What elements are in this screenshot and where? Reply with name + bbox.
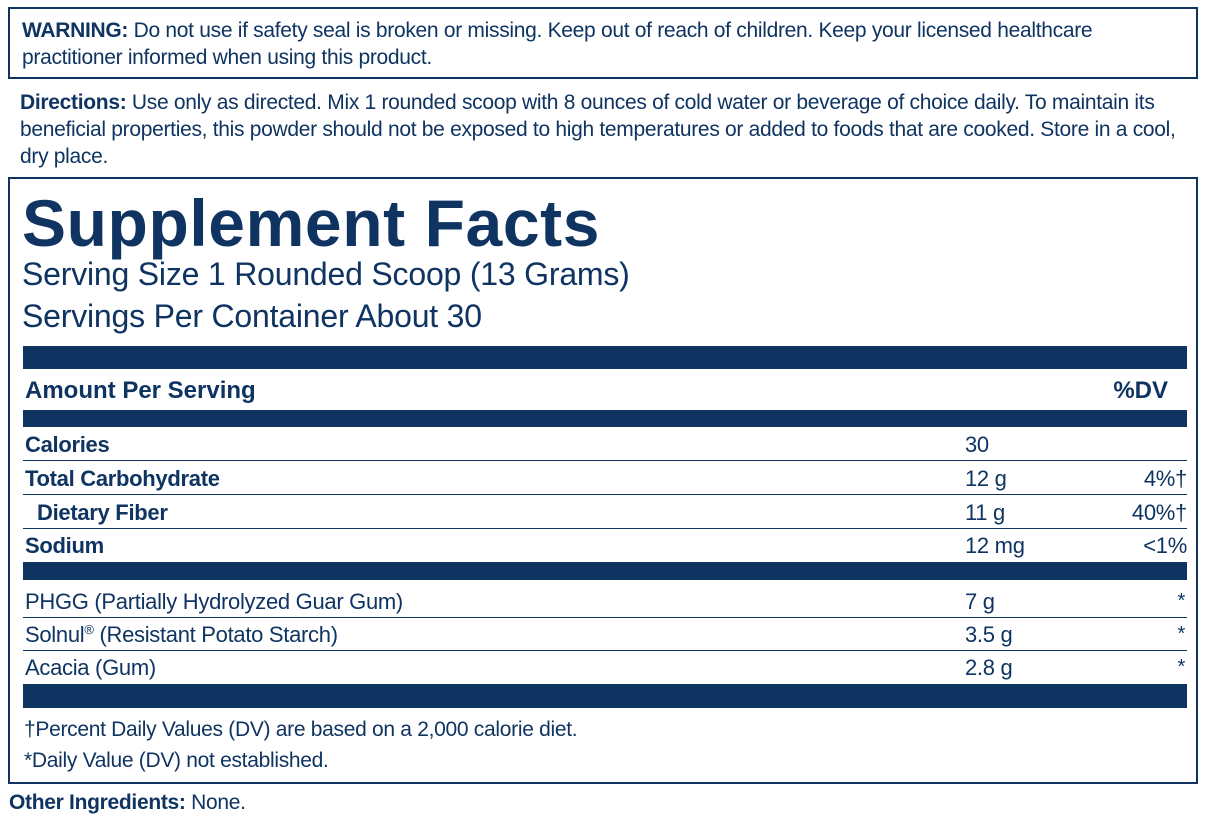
serving-size: Serving Size 1 Rounded Scoop (13 Grams) — [22, 256, 630, 292]
ingredient-name-suffix: (Resistant Potato Starch) — [93, 622, 338, 647]
divider-bar — [23, 346, 1187, 369]
ingredient-row-acacia — [23, 651, 1187, 684]
ingredient-name: Acacia (Gum) — [25, 655, 156, 680]
ingredient-name-group — [25, 618, 338, 651]
ingredient-name: Solnul — [25, 622, 85, 647]
nutrient-name: Calories — [25, 432, 110, 457]
amount-per-serving-header: Amount Per Serving — [25, 377, 256, 404]
directions-text-block — [20, 89, 1192, 170]
nutrient-row-calories — [23, 428, 1187, 461]
nutrient-amount: 12 g — [965, 466, 1007, 491]
other-ingredients — [9, 789, 246, 816]
dv-header: %DV — [1113, 377, 1168, 404]
warning-label: WARNING: — [22, 19, 129, 42]
ingredient-dv: * — [1177, 656, 1185, 678]
warning-text: Do not use if safety seal is broken or missing. Keep out of reach of children. Keep your licensed healthcare practitioner informed when using this product. — [22, 19, 1093, 69]
facts-title: Supplement Facts — [22, 186, 601, 260]
divider-bar — [23, 410, 1187, 427]
nutrient-name: Sodium — [25, 533, 104, 558]
registered-trademark: ® — [84, 622, 94, 637]
nutrient-row-sodium — [23, 529, 1187, 562]
nutrient-amount: 11 g — [965, 500, 1005, 525]
ingredient-amount: 2.8 g — [965, 655, 1013, 680]
nutrient-dv: 40%† — [1131, 500, 1187, 525]
servings-per-container: Servings Per Container About 30 — [22, 298, 482, 334]
supplement-facts-panel — [8, 177, 1198, 784]
ingredient-row-phgg — [23, 585, 1187, 618]
divider-bar — [23, 562, 1187, 580]
footnote-not-established: *Daily Value (DV) not established. — [24, 749, 329, 772]
ingredient-amount: 7 g — [965, 589, 995, 614]
nutrient-amount: 30 — [965, 432, 989, 457]
directions-label: Directions: — [20, 91, 127, 114]
nutrient-dv: 4%† — [1143, 466, 1187, 491]
ingredient-dv: * — [1177, 590, 1185, 612]
nutrient-dv: <1% — [1143, 533, 1187, 558]
ingredient-name: PHGG (Partially Hydrolyzed Guar Gum) — [25, 589, 403, 614]
footnote-daily-values: †Percent Daily Values (DV) are based on a 2,000 calorie diet. — [24, 718, 578, 741]
nutrient-name: Dietary Fiber — [37, 500, 168, 525]
nutrient-row-total-carbohydrate — [23, 462, 1187, 495]
nutrient-amount: 12 mg — [965, 533, 1025, 558]
warning-box — [8, 7, 1198, 79]
ingredient-dv: * — [1177, 623, 1185, 645]
other-ingredients-text: None. — [185, 791, 246, 814]
nutrient-row-dietary-fiber — [23, 496, 1187, 529]
other-ingredients-label: Other Ingredients: — [9, 791, 186, 814]
directions-text: Use only as directed. Mix 1 rounded scoop with 8 ounces of cold water or beverage of choice daily. To maintain its beneficial properties, this powder should not be exposed to high temperatures or added to foods that are cooked. Store in a cool, dry place. — [20, 91, 1176, 168]
nutrient-name: Total Carbohydrate — [25, 466, 220, 491]
divider-bar — [23, 684, 1187, 708]
ingredient-row-solnul — [23, 618, 1187, 651]
ingredient-amount: 3.5 g — [965, 622, 1013, 647]
